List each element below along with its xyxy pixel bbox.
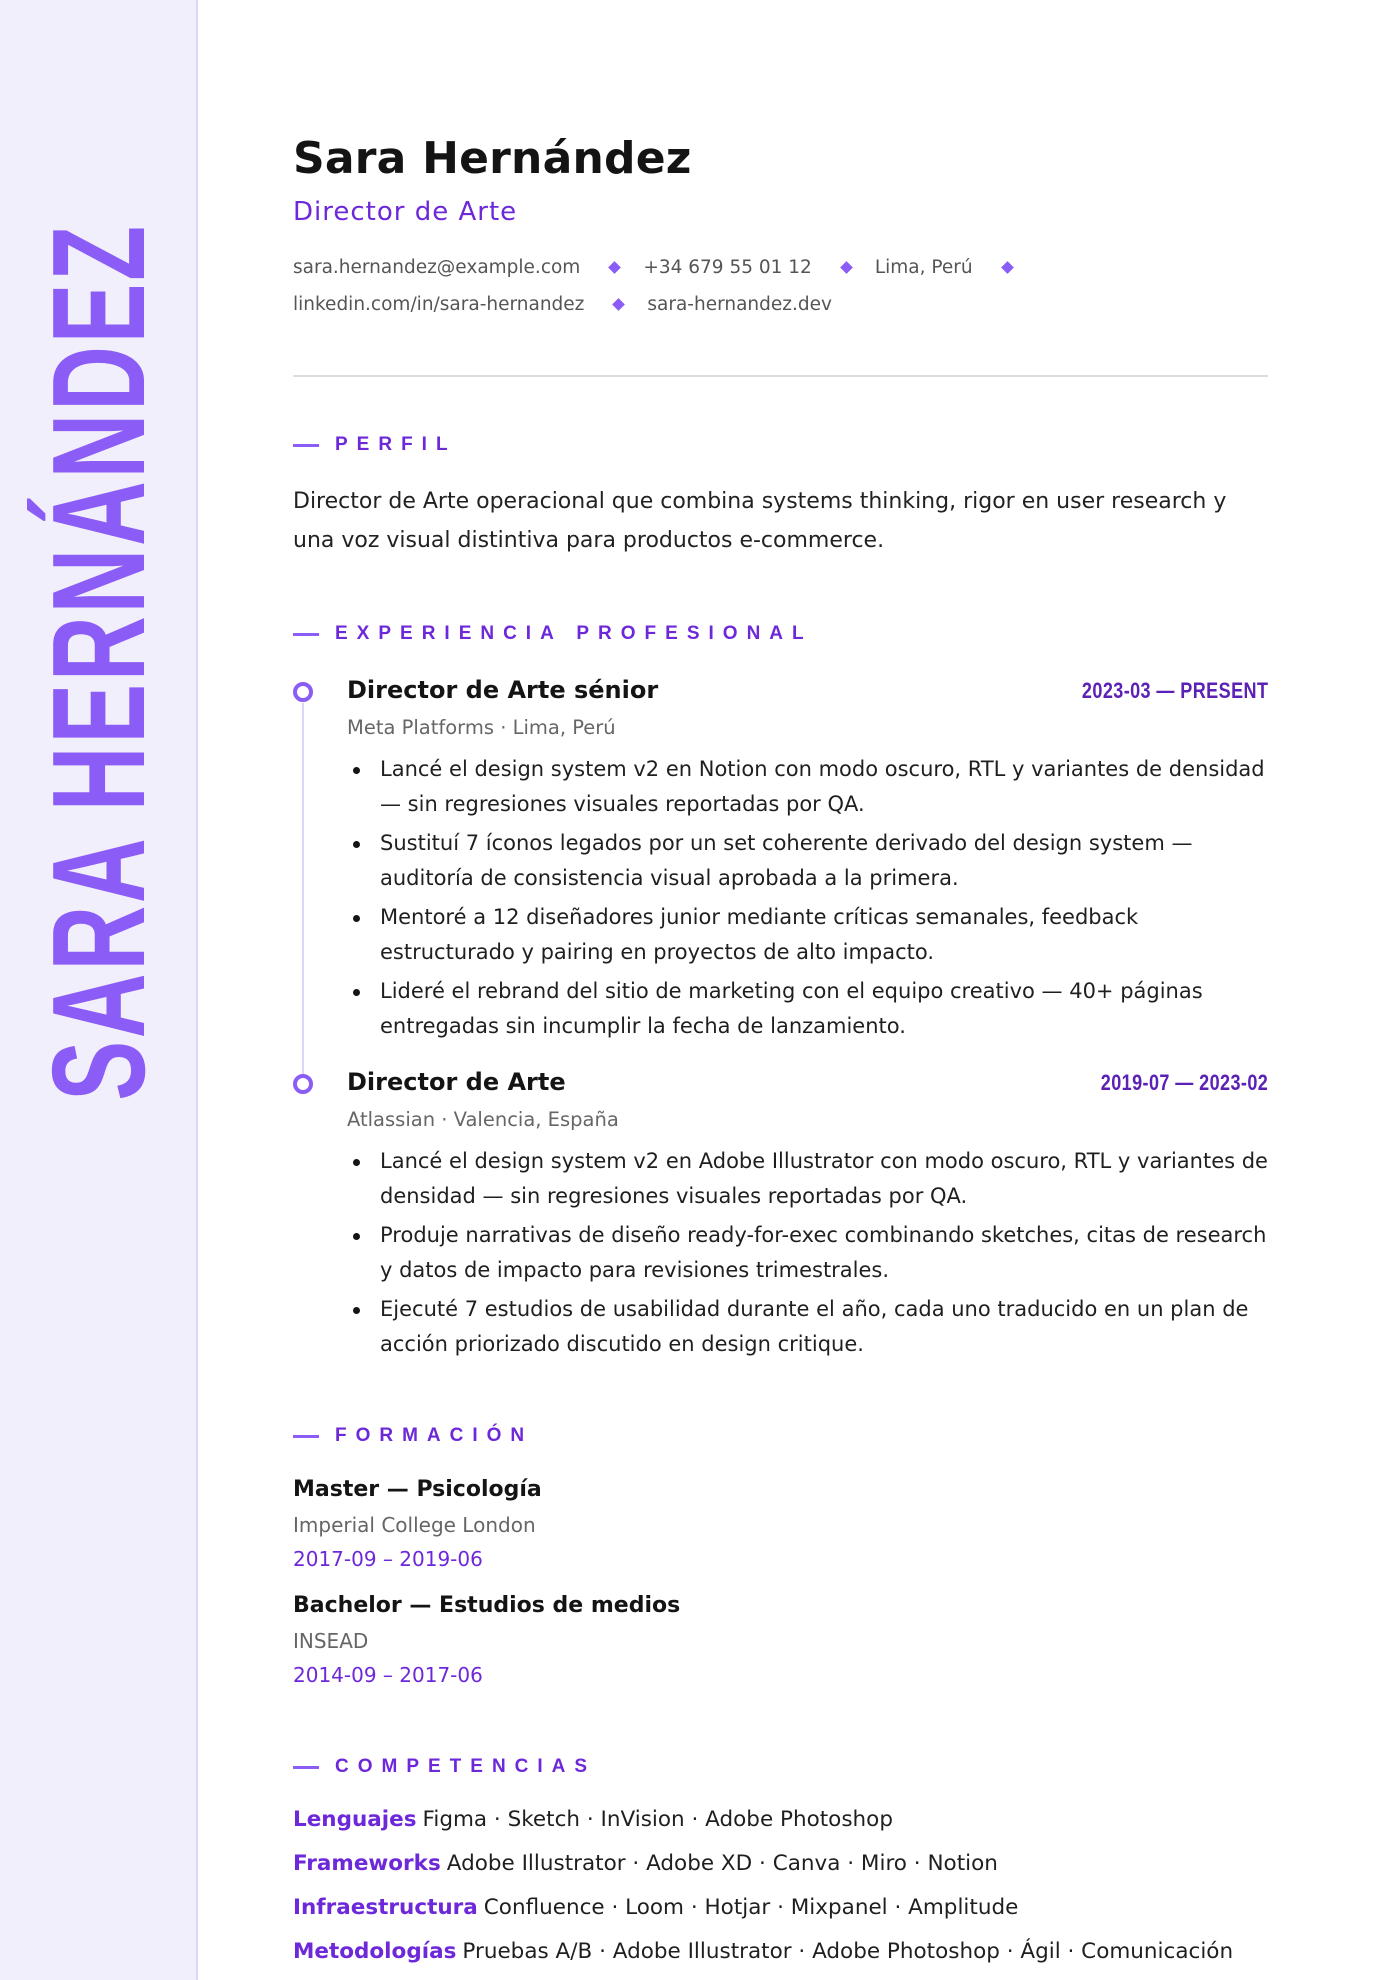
diamond-separator-icon bbox=[1001, 261, 1014, 274]
skill-category: Metodologías bbox=[293, 1939, 457, 1964]
candidate-role: Director de Arte bbox=[293, 197, 518, 227]
job-company: Meta Platforms · Lima, Perú bbox=[347, 716, 616, 739]
education-degree: Master — Psicología bbox=[293, 1477, 542, 1502]
skill-values: Adobe Illustrator · Adobe XD · Canva · Miro · Notion bbox=[446, 1851, 998, 1876]
job-bullets bbox=[347, 752, 1268, 1048]
education-school: Imperial College London bbox=[293, 1513, 536, 1537]
section-label: COMPETENCIAS bbox=[335, 1756, 597, 1777]
education-school: INSEAD bbox=[293, 1629, 369, 1653]
list-item: Sustituí 7 íconos legados por un set coherente derivado del design system — auditoría de consistencia visual aprobada a la primera. bbox=[347, 826, 1268, 896]
section-heading-skills bbox=[293, 1756, 596, 1778]
job-dates: 2023-03 — PRESENT bbox=[1081, 678, 1268, 703]
section-heading-education bbox=[293, 1425, 533, 1447]
location-text: Lima, Perú bbox=[874, 257, 973, 278]
header-divider bbox=[293, 375, 1268, 377]
list-item: Lancé el design system v2 en Adobe Illustrator con modo oscuro, RTL y variantes de densidad — sin regresiones visuales reportadas por QA. bbox=[347, 1144, 1268, 1214]
education-degree: Bachelor — Estudios de medios bbox=[293, 1593, 681, 1618]
skill-values: Pruebas A/B · Adobe Illustrator · Adobe Photoshop · Ágil · Comunicación bbox=[462, 1939, 1234, 1964]
list-item: Mentoré a 12 diseñadores junior mediante críticas semanales, feedback estructurado y pairing en proyectos de alto impacto. bbox=[347, 900, 1268, 970]
diamond-separator-icon bbox=[840, 261, 853, 274]
section-label: PERFIL bbox=[335, 434, 457, 455]
sidebar-vertical-name: SARA HERNÁNDEZ bbox=[25, 223, 172, 1101]
heading-dash bbox=[293, 1435, 319, 1438]
job-title: Director de Arte bbox=[347, 1068, 566, 1096]
linkedin-link[interactable]: linkedin.com/in/sara-hernandez bbox=[293, 294, 585, 315]
timeline-line bbox=[302, 703, 304, 1075]
list-item: Lideré el rebrand del sitio de marketing con el equipo creativo — 40+ páginas entregadas sin incumplir la fecha de lanzamiento. bbox=[347, 974, 1268, 1044]
section-heading-experience bbox=[293, 623, 813, 645]
job-bullets bbox=[347, 1144, 1268, 1366]
skill-row bbox=[293, 1851, 998, 1876]
skill-row bbox=[293, 1895, 1018, 1920]
heading-dash bbox=[293, 444, 319, 447]
heading-dash bbox=[293, 1766, 319, 1769]
skill-values: Figma · Sketch · InVision · Adobe Photoshop bbox=[422, 1807, 893, 1832]
education-dates: 2014-09 – 2017-06 bbox=[293, 1663, 483, 1687]
contact-row bbox=[293, 294, 832, 315]
skill-row bbox=[293, 1939, 1233, 1964]
section-label: EXPERIENCIA PROFESIONAL bbox=[335, 623, 813, 644]
timeline-dot-icon bbox=[293, 682, 313, 702]
website-link[interactable]: sara-hernandez.dev bbox=[647, 294, 832, 315]
section-heading-profile bbox=[293, 434, 457, 456]
heading-dash bbox=[293, 633, 319, 636]
candidate-name: Sara Hernández bbox=[293, 133, 692, 184]
job-dates: 2019-07 — 2023-02 bbox=[1100, 1070, 1268, 1095]
diamond-separator-icon bbox=[613, 298, 626, 311]
skill-category: Lenguajes bbox=[293, 1807, 417, 1832]
section-label: FORMACIÓN bbox=[335, 1425, 534, 1446]
education-dates: 2017-09 – 2019-06 bbox=[293, 1547, 483, 1571]
job-title: Director de Arte sénior bbox=[347, 676, 659, 704]
skill-values: Confluence · Loom · Hotjar · Mixpanel · Amplitude bbox=[483, 1895, 1019, 1920]
email-link[interactable]: sara.hernandez@example.com bbox=[293, 257, 581, 278]
skill-category: Infraestructura bbox=[293, 1895, 478, 1920]
skill-row bbox=[293, 1807, 893, 1832]
phone-text: +34 679 55 01 12 bbox=[643, 257, 812, 278]
diamond-separator-icon bbox=[608, 261, 621, 274]
list-item: Ejecuté 7 estudios de usabilidad durante el año, cada uno traducido en un plan de acción priorizado discutido en design critique. bbox=[347, 1292, 1268, 1362]
list-item: Lancé el design system v2 en Notion con modo oscuro, RTL y variantes de densidad — sin regresiones visuales reportadas por QA. bbox=[347, 752, 1268, 822]
timeline-dot-icon bbox=[293, 1074, 313, 1094]
contact-row bbox=[293, 257, 1036, 278]
sidebar bbox=[0, 0, 198, 1980]
list-item: Produje narrativas de diseño ready-for-exec combinando sketches, citas de research y datos de impacto para revisiones trimestrales. bbox=[347, 1218, 1268, 1288]
profile-summary: Director de Arte operacional que combina systems thinking, rigor en user research y una voz visual distintiva para productos e-commerce. bbox=[293, 489, 1227, 553]
skill-category: Frameworks bbox=[293, 1851, 441, 1876]
job-company: Atlassian · Valencia, España bbox=[347, 1108, 619, 1131]
